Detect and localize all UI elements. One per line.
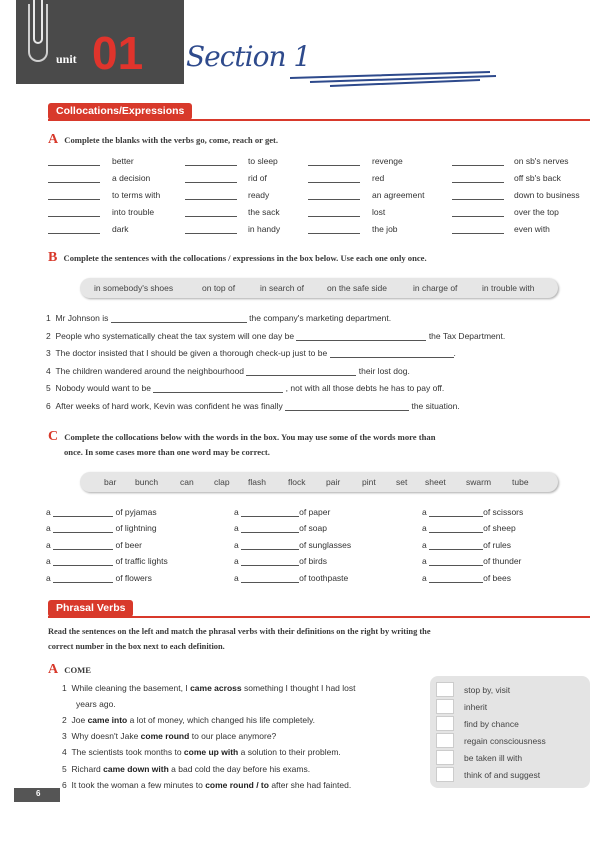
phrasal-sentence: 1 While cleaning the basement, I came across something I thought I had lost	[62, 683, 356, 693]
answer-box[interactable]	[436, 699, 454, 714]
answer-blank[interactable]	[53, 574, 113, 583]
collocation-word: red	[372, 173, 385, 183]
word-box-item: sheet	[425, 477, 446, 487]
exercise-c-letter: C	[48, 429, 59, 444]
exercise-c-item: a of bees	[422, 573, 511, 583]
exercise-b-sentence: 1 Mr Johnson is the company's marketing department.	[46, 313, 392, 323]
answer-blank[interactable]	[241, 557, 299, 566]
exercise-c-item: a of scissors	[422, 507, 524, 517]
answer-blank[interactable]	[452, 225, 504, 234]
word-box-item: clap	[214, 477, 230, 487]
collocation-word: revenge	[372, 156, 403, 166]
collocation-word: the job	[372, 224, 398, 234]
exercise-c-instruction: Complete the collocations below with the words in the box. You may use some of the words more than	[64, 432, 436, 442]
exercise-a-row	[48, 156, 593, 173]
answer-blank[interactable]	[185, 225, 237, 234]
exercise-a-row	[48, 190, 593, 207]
collocation-word: an agreement	[372, 190, 425, 200]
word-box-item: on top of	[202, 283, 236, 293]
word-box-item: flash	[248, 477, 266, 487]
answer-blank[interactable]	[111, 314, 247, 323]
collocation-word: the sack	[248, 207, 280, 217]
collocation-word: into trouble	[112, 207, 155, 217]
exercise-b-sentence: 6 After weeks of hard work, Kevin was confident he was finally the situation.	[46, 401, 460, 411]
phrasal-sentence: 3 Why doesn't Jake come round to our place anymore?	[62, 731, 277, 741]
collocation-word: better	[112, 156, 134, 166]
collocation-word: on sb's nerves	[514, 156, 569, 166]
answer-blank[interactable]	[48, 191, 100, 200]
title-underline-scribble	[290, 70, 500, 90]
exercise-c-item: a of sunglasses	[234, 540, 352, 550]
exercise-b-sentence: 4 The children wandered around the neighbourhood their lost dog.	[46, 366, 410, 376]
phrasal-a-verb: COME	[64, 665, 92, 675]
exercise-c-item: a of pyjamas	[46, 507, 157, 517]
answer-blank[interactable]	[48, 208, 100, 217]
word-box-item: in trouble with	[482, 283, 535, 293]
answer-blank[interactable]	[48, 225, 100, 234]
answer-blank[interactable]	[429, 524, 483, 533]
phrasal-sentence: 5 Richard came down with a bad cold the day before his exams.	[62, 764, 311, 774]
collocations-title: Collocations/Expressions	[48, 103, 192, 120]
collocation-word: to terms with	[112, 190, 161, 200]
exercise-b-sentence: 5 Nobody would want to be , not with all those debts he has to pay off.	[46, 383, 445, 393]
exercise-c-item: a of beer	[46, 540, 142, 550]
definitions-panel: stop by, visit inherit find by chance regain consciousness be taken ill with think of and suggest	[430, 676, 590, 788]
unit-number: 01	[92, 27, 144, 79]
word-box-item: flock	[288, 477, 306, 487]
exercise-b-sentence: 3 The doctor insisted that I should be given a thorough check-up just to be .	[46, 348, 456, 358]
exercise-c-item: a of lightning	[46, 523, 157, 533]
answer-blank[interactable]	[185, 191, 237, 200]
answer-blank[interactable]	[185, 174, 237, 183]
exercise-c-item: a of paper	[234, 507, 331, 517]
exercise-b-word-box	[80, 278, 558, 298]
answer-box[interactable]	[436, 733, 454, 748]
answer-box[interactable]	[436, 682, 454, 697]
exercise-c-word-box	[80, 472, 558, 492]
answer-blank[interactable]	[308, 157, 360, 166]
page-number: 6	[14, 788, 60, 802]
answer-blank[interactable]	[308, 174, 360, 183]
exercise-c-item: a of toothpaste	[234, 573, 349, 583]
word-box-item: in somebody's shoes	[94, 283, 174, 293]
answer-blank[interactable]	[185, 157, 237, 166]
answer-blank[interactable]	[429, 541, 483, 550]
exercise-c-item: a of rules	[422, 540, 511, 550]
collocation-word: rid of	[248, 173, 267, 183]
collocation-word: ready	[248, 190, 270, 200]
word-box-item: set	[396, 477, 408, 487]
exercise-a-row	[48, 224, 593, 241]
collocations-rule	[48, 119, 590, 121]
exercise-c-item: a of thunder	[422, 556, 522, 566]
answer-blank[interactable]	[452, 174, 504, 183]
phrasal-a-letter: A	[48, 662, 59, 677]
word-box-item: bunch	[135, 477, 159, 487]
word-box-item: tube	[512, 477, 529, 487]
collocation-word: down to business	[514, 190, 580, 200]
phrasal-sentence: 2 Joe came into a lot of money, which changed his life completely.	[62, 715, 315, 725]
exercise-a-letter: A	[48, 132, 59, 147]
exercise-b-sentence: 2 People who systematically cheat the tax system will one day be the Tax Department.	[46, 331, 506, 341]
answer-blank[interactable]	[296, 332, 426, 341]
answer-blank[interactable]	[452, 191, 504, 200]
phrasal-sentence-cont: years ago.	[76, 699, 116, 709]
answer-blank[interactable]	[308, 225, 360, 234]
word-box-item: pint	[362, 477, 376, 487]
answer-box[interactable]	[436, 767, 454, 782]
word-box-item: on the safe side	[327, 283, 388, 293]
word-box-item: pair	[326, 477, 341, 487]
word-box-item: in charge of	[413, 283, 458, 293]
answer-blank[interactable]	[153, 384, 283, 393]
answer-blank[interactable]	[241, 541, 299, 550]
answer-blank[interactable]	[285, 402, 409, 411]
collocation-word: a decision	[112, 173, 151, 183]
answer-blank[interactable]	[308, 191, 360, 200]
collocation-word: over the top	[514, 207, 559, 217]
exercise-c-item: a of birds	[234, 556, 327, 566]
answer-blank[interactable]	[246, 367, 356, 376]
answer-blank[interactable]	[53, 541, 113, 550]
answer-blank[interactable]	[185, 208, 237, 217]
exercise-c-heading	[48, 429, 435, 445]
answer-blank[interactable]	[241, 574, 299, 583]
phrasal-sentence: 6 It took the woman a few minutes to come round / to after she had fainted.	[62, 780, 352, 790]
answer-blank[interactable]	[241, 508, 299, 517]
section-title: Section 1	[186, 40, 311, 73]
answer-blank[interactable]	[48, 157, 100, 166]
exercise-a-table	[48, 156, 593, 241]
collocation-word: off sb's back	[514, 173, 561, 183]
answer-blank[interactable]	[429, 574, 483, 583]
answer-blank[interactable]	[452, 157, 504, 166]
answer-blank[interactable]	[53, 508, 113, 517]
answer-blank[interactable]	[429, 557, 483, 566]
exercise-b-heading	[48, 250, 427, 266]
word-box-item: swarm	[466, 477, 492, 487]
phrasal-sentence: 4 The scientists took months to come up with a solution to their problem.	[62, 747, 341, 757]
unit-label: unit	[56, 52, 77, 66]
exercise-a-instruction: Complete the blanks with the verbs go, come, reach or get.	[64, 135, 279, 145]
answer-blank[interactable]	[429, 508, 483, 517]
collocation-word: dark	[112, 224, 129, 234]
answer-blank[interactable]	[308, 208, 360, 217]
phrasal-instruction-2: correct number in the box next to each definition.	[48, 642, 225, 651]
answer-blank[interactable]	[53, 557, 113, 566]
exercise-a-row	[48, 173, 593, 190]
word-box-item: in search of	[260, 283, 304, 293]
collocation-word: in handy	[248, 224, 281, 234]
collocation-word: lost	[372, 207, 386, 217]
collocation-word: to sleep	[248, 156, 278, 166]
answer-blank[interactable]	[241, 524, 299, 533]
collocation-word: even with	[514, 224, 550, 234]
answer-blank[interactable]	[48, 174, 100, 183]
exercise-c-item: a of sheep	[422, 523, 516, 533]
phrasal-instruction-1: Read the sentences on the left and match the phrasal verbs with their definitions on the right by writing the	[48, 627, 431, 636]
paperclip-inner-icon	[33, 0, 43, 44]
answer-blank[interactable]	[53, 524, 113, 533]
word-box-item: bar	[104, 477, 117, 487]
exercise-a-row	[48, 207, 593, 224]
answer-box[interactable]	[436, 716, 454, 731]
exercise-c-instruction-2: once. In some cases more than one word may be correct.	[64, 447, 270, 457]
phrasal-verbs-title: Phrasal Verbs	[48, 600, 133, 617]
answer-blank[interactable]	[330, 349, 454, 358]
answer-blank[interactable]	[452, 208, 504, 217]
word-box-item: can	[180, 477, 194, 487]
answer-box[interactable]	[436, 750, 454, 765]
exercise-a-heading	[48, 132, 278, 148]
exercise-c-item: a of traffic lights	[46, 556, 168, 566]
exercise-c-item: a of flowers	[46, 573, 152, 583]
exercise-c-item: a of soap	[234, 523, 327, 533]
exercise-b-instruction: Complete the sentences with the collocations / expressions in the box below. Use each one only once.	[63, 253, 427, 263]
exercise-b-letter: B	[48, 250, 58, 265]
phrasal-verbs-rule	[48, 616, 590, 618]
phrasal-a-heading	[48, 662, 91, 678]
